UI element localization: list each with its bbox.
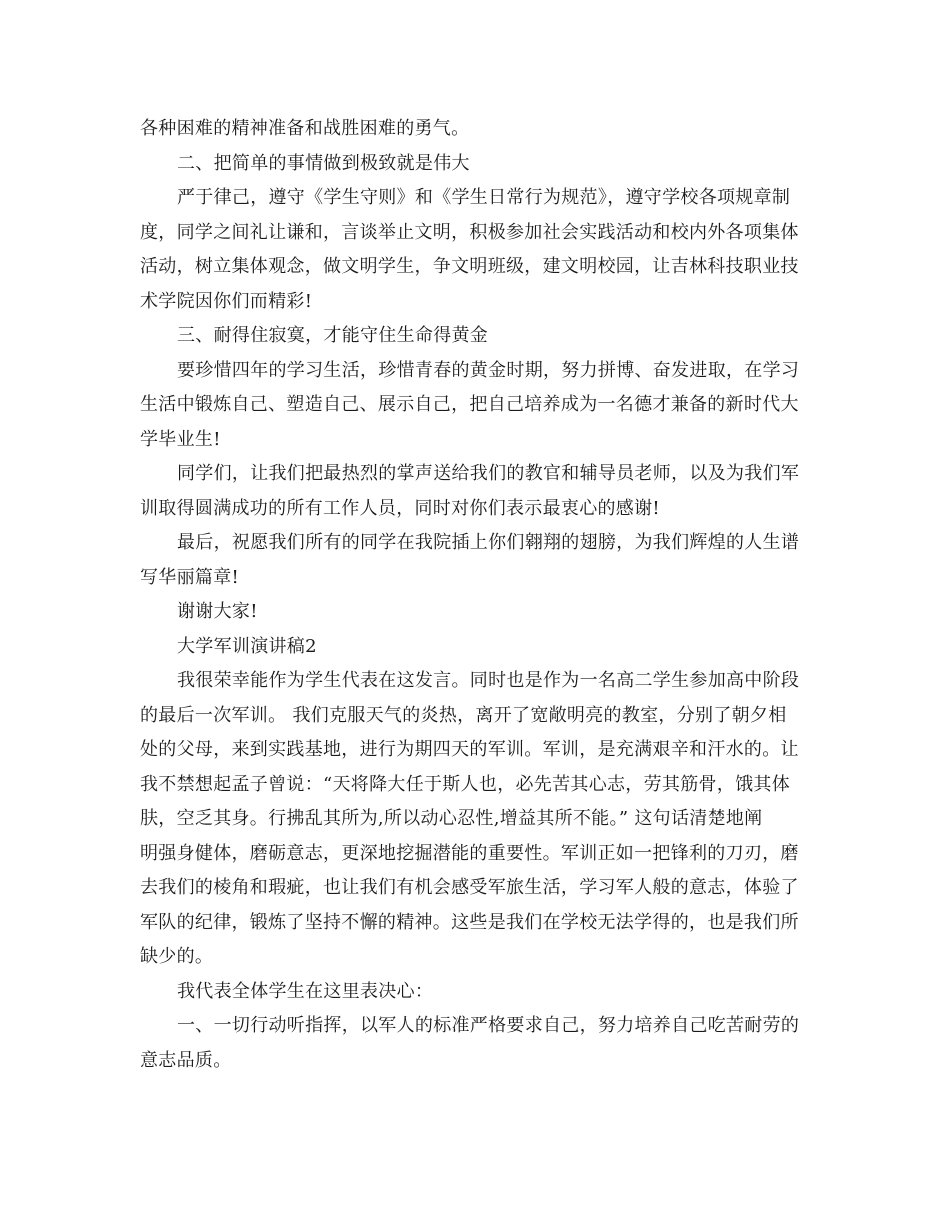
- text-line: 写华丽篇章!: [140, 566, 240, 588]
- text-line: 生活中锻炼自己、塑造自己、展示自己，把自己培养成为一名德才兼备的新时代大: [140, 394, 799, 415]
- text-line: 术学院因你们而精彩!: [140, 290, 313, 312]
- text-line: 各种困难的精神准备和战胜困难的勇气。: [140, 118, 470, 139]
- text-line: 军队的纪律，锻炼了坚持不懈的精神。这些是我们在学校无法学得的，也是我们所: [140, 911, 799, 933]
- document-body: [140, 112, 812, 1078]
- text-line: 度，同学之间礼让谦和，言谈举止文明，积极参加社会实践活动和校内外各项集体: [140, 221, 799, 243]
- text-line: 缺少的。: [140, 946, 214, 967]
- text-line: 处的父母，来到实践基地，进行为期四天的军训。军训，是充满艰辛和汗水的。让: [140, 739, 799, 760]
- text-line: 二、把简单的事情做到极致就是伟大: [177, 152, 470, 174]
- text-line: 同学们，让我们把最热烈的掌声送给我们的教官和辅导员老师，以及为我们军: [177, 463, 800, 484]
- text-line: 我不禁想起孟子曾说：“天将降大任于斯人也，必先苦其心志，劳其筋骨，饿其体: [140, 773, 790, 795]
- text-line: 肤，空乏其身。行拂乱其所为,所以动心忍性,增益其所不能。” 这句话清楚地阐: [140, 808, 763, 829]
- text-line: 意志品质。: [140, 1049, 232, 1071]
- text-line: 谢谢大家!: [177, 601, 258, 622]
- text-line: 一、一切行动听指挥，以军人的标准严格要求自己，努力培养自己吃苦耐劳的: [177, 1015, 800, 1036]
- text-line: 明强身健体，磨砺意志，更深地挖掘潜能的重要性。军训正如一把锋利的刀刃，磨: [140, 842, 799, 864]
- text-line: 学毕业生!: [140, 428, 221, 450]
- text-line: 活动，树立集体观念，做文明学生，争文明班级，建文明校园，让吉林科技职业技: [140, 256, 799, 277]
- text-line: 三、耐得住寂寞，才能守住生命得黄金: [177, 325, 489, 346]
- text-line: 要珍惜四年的学习生活，珍惜青春的黄金时期，努力拼博、奋发进取，在学习: [177, 359, 800, 381]
- text-line: 严于律己，遵守《学生守则》和《学生日常行为规范》，遵守学校各项规章制: [177, 187, 791, 208]
- text-line: 训取得圆满成功的所有工作人员，同时对你们表示最衷心的感谢!: [140, 497, 660, 519]
- text-line: 我代表全体学生在这里表决心：: [177, 980, 434, 1002]
- text-line: 大学军训演讲稿2: [177, 635, 317, 657]
- text-line: 的最后一次军训。 我们克服天气的炎热，离开了宽敞明亮的教室，分别了朝夕相: [140, 704, 787, 726]
- text-line: 最后，祝愿我们所有的同学在我院插上你们翱翔的翅膀，为我们辉煌的人生谱: [177, 532, 800, 553]
- text-line: 我很荣幸能作为学生代表在这发言。同时也是作为一名高二学生参加高中阶段: [177, 670, 800, 691]
- text-line: 去我们的棱角和瑕疵，也让我们有机会感受军旅生活，学习军人般的意志，体验了: [140, 877, 799, 898]
